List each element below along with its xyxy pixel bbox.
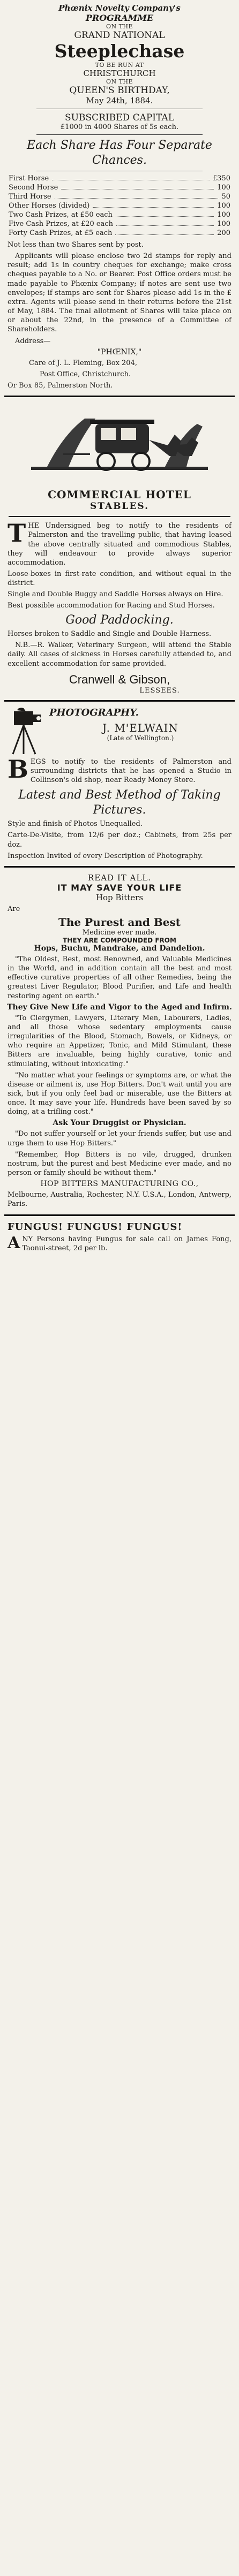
- section-divider: [4, 396, 235, 397]
- phoenix-programme-ad: [4, 3, 235, 390]
- newspaper-page: [4, 0, 235, 1264]
- purest-heading: The Purest and Best: [58, 915, 181, 929]
- applicants-text: Applicants will please enclose two 2d stamps for reply and result; add 1s in country cheques for exchange; make cross cheques payable to a No. or Bearer. Post Office orders must be made payable to Phœnix Company; if notes are sent use two envelopes; if stamps are sent for Shares please add 1s in the £ extra. Agents will please send in their returns before the 21st of May, 1884. The final allotment of Shares will take place on or about the 22nd, in the presence of a Committee of Shareholders.: [8, 252, 231, 334]
- stagecoach-icon: [31, 402, 208, 483]
- prize-row: Forty Cash Prizes, at £5 each 200: [9, 229, 230, 237]
- hop-text-5: "Remember, Hop Bitters is no vile, drugged, drunken nostrum, but the purest and best Medicine ever made, and no person or family should be without them.": [8, 1150, 231, 1177]
- drop-cap: A: [8, 1233, 20, 1252]
- section-divider: [4, 866, 235, 868]
- hop-bitters-name: Hop Bitters: [95, 892, 144, 902]
- hotel-loose-boxes: Loose-boxes in first-rate condition, and without equal in the district.: [8, 569, 231, 588]
- medicine-ever: Medicine ever made.: [82, 928, 157, 937]
- prize-row: Third Horse 50: [9, 193, 230, 201]
- lessees-label: LESSEES.: [139, 686, 180, 695]
- divider: [9, 516, 230, 517]
- hop-text-3: "No matter what your feelings or symptoms are, or what the disease or ailment is, use Hop Bitters. Don't wait until you are sick, but if you only feel bad or miserable, use the Bitters at once. It may save your life. Hundreds have been saved by so doing, at a trifling cost.": [8, 1071, 231, 1116]
- section-divider: [4, 700, 235, 702]
- shares-note: Not less than two Shares sent by post.: [8, 241, 144, 249]
- divider: [36, 134, 203, 135]
- paddocking-heading: Good Paddocking.: [65, 613, 174, 627]
- hotel-buggy: Single and Double Buggy and Saddle Horses always on Hire.: [8, 590, 223, 599]
- hop-text-4: "Do not suffer yourself or let your friends suffer, but use and urge them to use Hop Bitters.": [8, 1130, 231, 1148]
- read-it-all: READ IT ALL.: [87, 872, 152, 883]
- fungus-heading: FUNGUS! FUNGUS! FUNGUS!: [8, 1221, 183, 1233]
- proprietors-name: Cranwell & Gibson,: [69, 672, 170, 686]
- address-line: Post Office, Christchurch.: [40, 370, 131, 378]
- photographer-late: (Late of Wellington.): [107, 734, 174, 742]
- hop-text-2: "To Clergymen, Lawyers, Literary Men, Labourers, Ladies, and all those whose sedentary employments cause irregularities of the Blood, Stomach, Bowels, or Kidneys, or who require an Appetizer, Tonic, and Mild Stimulant, these Bitters are invaluable, being highly curative, tonic and stimulating, without intoxicating.": [8, 1014, 231, 1068]
- capital-title: SUBSCRIBED CAPITAL: [65, 112, 174, 123]
- photo-prices: Carte-De-Visite, from 12/6 per doz.; Cabinets, from 25s per doz.: [8, 831, 231, 849]
- photography-intro: BEGS to notify to the residents of Palmerston and surrounding districts that he has opened a Studio in Collinson's old shop, near Ready Money Store.: [8, 754, 231, 785]
- prize-row: First Horse £350: [9, 174, 230, 183]
- address-line: Or Box 85, Palmerston North.: [8, 382, 113, 390]
- hop-text-1: "The Oldest, Best, most Renowned, and Valuable Medicines in the World, and in addition contain all the best and most effective curative properties of all other Remedies, being the greatest Liver Regulator, Blood Purifier, and Life and health restoring agent on earth.": [8, 955, 231, 1000]
- hotel-subtitle: STABLES.: [89, 501, 150, 512]
- prize-row: Two Cash Prizes, at £50 each 100: [9, 211, 230, 219]
- prize-list: [4, 174, 235, 237]
- prize-row: Second Horse 100: [9, 184, 230, 192]
- hotel-intro: THE Undersigned beg to notify to the residents of Palmerston and the travelling public, that having leased the above centrally situated and commodious Stables, they will endeavour to provide always superior accommodation.: [8, 519, 231, 567]
- hop-company: HOP BITTERS MANUFACTURING CO.,: [40, 1180, 199, 1189]
- photography-title: PHOTOGRAPHY.: [49, 706, 139, 718]
- christchurch-label: CHRISTCHURCH: [83, 69, 156, 78]
- latest-method-heading: Latest and Best Method of Taking Pictures.: [18, 788, 221, 817]
- photography-header: [8, 707, 231, 755]
- fungus-text: ANY Persons having Fungus for sale call on James Fong, Taonui-street, 2d per lb.: [8, 1233, 231, 1252]
- grand-national-title: GRAND NATIONAL: [74, 30, 165, 41]
- ingredients-list: Hops, Buchu, Mandrake, and Dandelion.: [34, 944, 205, 953]
- on-the-label-2: ON THE: [106, 78, 133, 85]
- on-the-label: ON THE: [106, 23, 133, 30]
- steeplechase-title: Steeplechase: [54, 41, 185, 62]
- drop-cap: T: [8, 519, 26, 548]
- address-name: "PHŒNIX,": [97, 347, 142, 356]
- section-divider: [4, 1214, 235, 1216]
- address-label: Address—: [15, 337, 51, 345]
- save-your-life: IT MAY SAVE YOUR LIFE: [57, 882, 182, 893]
- drop-cap: B: [8, 754, 28, 784]
- hotel-title: COMMERCIAL HOTEL: [48, 488, 191, 501]
- hotel-veterinary: N.B.—R. Walker, Veterinary Surgeon, will attend the Stable daily. All cases of sickness in Horses carefully attended to, and excellent accommodation for same provided.: [8, 641, 231, 668]
- race-date: May 24th, 1884.: [86, 96, 153, 105]
- photo-style: Style and finish of Photos Unequalled.: [8, 820, 143, 829]
- birthday-label: QUEEN'S BIRTHDAY,: [69, 85, 170, 96]
- chances-heading: Each Share Has Four Separate Chances.: [27, 139, 212, 167]
- to-be-run-label: TO BE RUN AT: [95, 62, 144, 69]
- company-name: Phœnix Novelty Company's: [58, 3, 181, 13]
- photography-ad: [4, 707, 235, 861]
- photography-title-block: [49, 707, 231, 742]
- give-life-heading: They Give New Life and Vigor to the Aged and Infirm.: [7, 1002, 232, 1012]
- compounded-label: THEY ARE COMPOUNDED FROM: [63, 936, 176, 944]
- hop-are: Are: [8, 905, 20, 913]
- prize-row: Other Horses (divided) 100: [9, 202, 230, 210]
- hop-bitters-ad: [4, 873, 235, 1209]
- programme-heading: PROGRAMME: [85, 13, 154, 23]
- fungus-ad: [4, 1221, 235, 1253]
- commercial-hotel-ad: [4, 402, 235, 695]
- capital-text: £1000 in 4000 Shares of 5s each.: [60, 123, 179, 131]
- address-line: Care of J. L. Fleming, Box 204,: [29, 359, 137, 367]
- stagecoach-illustration: [4, 402, 235, 483]
- hop-places: Melbourne, Australia, Rochester, N.Y. U.S.A., London, Antwerp, Paris.: [8, 1191, 231, 1209]
- camera-tripod-icon: [8, 707, 45, 755]
- photo-inspection: Inspection Invited of every Description of Photography.: [8, 852, 203, 860]
- prize-row: Five Cash Prizes, at £20 each 100: [9, 220, 230, 228]
- hotel-horses-broken: Horses broken to Saddle and Single and Double Harness.: [8, 630, 212, 639]
- hotel-racing: Best possible accommodation for Racing and Stud Horses.: [8, 602, 215, 610]
- photographer-name: J. M'ELWAIN: [102, 721, 178, 734]
- ask-druggist: Ask Your Druggist or Physician.: [53, 1119, 186, 1128]
